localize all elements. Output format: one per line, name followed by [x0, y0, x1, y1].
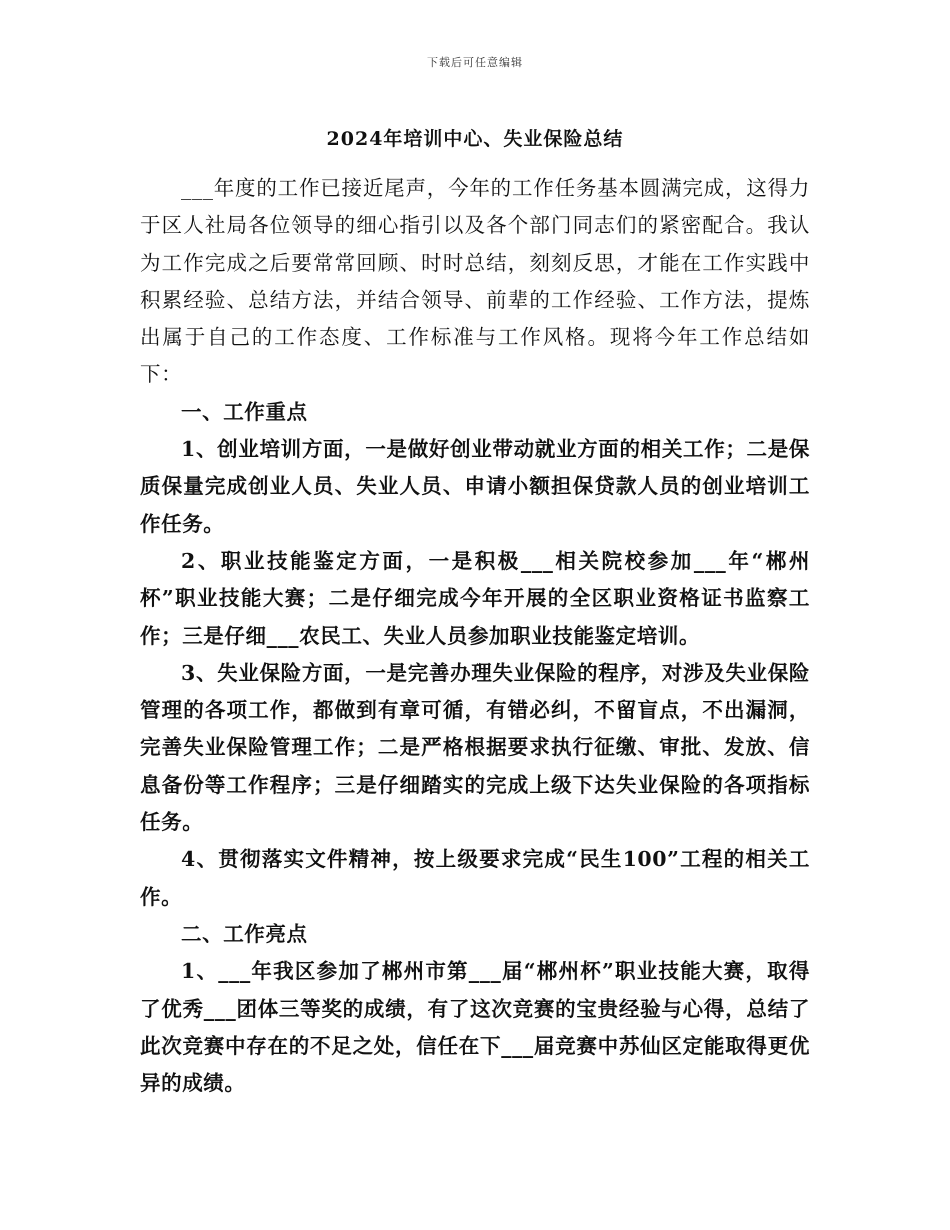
paragraph-entrepreneurship-training: 1、创业培训方面，一是做好创业带动就业方面的相关工作；二是保质保量完成创业人员、失业人员、申请小额担保贷款人员的创业培训工作任务。 [140, 437, 810, 536]
document-body [140, 170, 810, 1102]
document-title: 2024年培训中心、失业保险总结 [326, 128, 624, 150]
intro-paragraph: ___年度的工作已接近尾声，今年的工作任务基本圆满完成，这得力于区人社局各位领导的细心指引以及各个部门同志们的紧密配合。我认为工作完成之后要常常回顾、时时总结，刻刻反思，才能在工作实践中积累经验、总结方法，并结合领导、前辈的工作经验、工作方法，提炼出属于自己的工作态度、工作标准与工作风格。现将今年工作总结如下： [140, 176, 810, 387]
paragraph-skill-appraisal: 2、职业技能鉴定方面，一是积极___相关院校参加___年“郴州杯”职业技能大赛；二是仔细完成今年开展的全区职业资格证书监察工作；三是仔细___农民工、失业人员参加职业技能鉴定培训。 [140, 548, 810, 648]
paragraph-livelihood-project: 4、贯彻落实文件精神，按上级要求完成“民生100”工程的相关工作。 [140, 847, 810, 909]
paragraph-unemployment-insurance: 3、失业保险方面，一是完善办理失业保险的程序，对涉及失业保险管理的各项工作，都做到有章可循，有错必纠，不留盲点，不出漏洞，完善失业保险管理工作；二是严格根据要求执行征缴、审批、发放、信息备份等工作程序；三是仔细踏实的完成上级下达失业保险的各项指标任务。 [140, 660, 810, 835]
section-heading-highlights: 二、工作亮点 [181, 921, 308, 946]
paragraph-skill-competition: 1、___年我区参加了郴州市第___届“郴州杯”职业技能大赛，取得了优秀___团体三等奖的成绩，有了这次竞赛的宝贵经验与心得，总结了此次竞赛中存在的不足之处，信任在下___届竞赛中苏仙区定能取得更优异的成绩。 [140, 959, 810, 1096]
section-heading-work-focus: 一、工作重点 [181, 399, 308, 424]
page-header: 下载后可任意编辑 [427, 56, 523, 69]
